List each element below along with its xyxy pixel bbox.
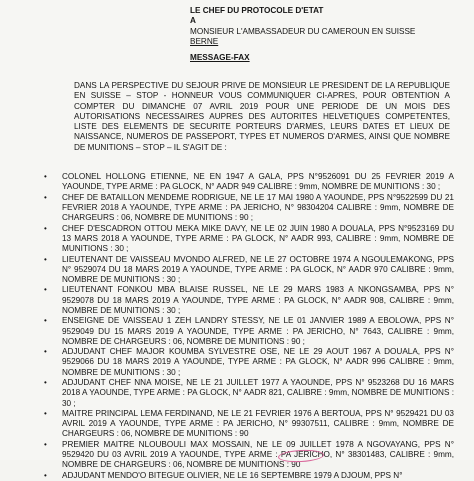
item-text: COLONEL HOLLONG ETIENNE, NE EN 1947 A GALA, PPS N°9526091 DU 25 FEVRIER 2019 A YAOUNDE, TYPE ARME : PA GLOCK, N° AADR 949 CALIBRE : 9mm, NOMBRE DE MUNITIONS : 30 ; bbox=[62, 172, 454, 192]
document-title: MESSAGE-FAX bbox=[190, 53, 250, 63]
list-item bbox=[34, 316, 454, 347]
bullet-icon: • bbox=[44, 470, 47, 480]
bullet-icon: • bbox=[44, 285, 47, 295]
list-item bbox=[34, 347, 454, 378]
list-item bbox=[34, 255, 454, 286]
list-item bbox=[34, 471, 454, 481]
list-item bbox=[34, 378, 454, 409]
bullet-icon: • bbox=[44, 192, 47, 202]
intro-text: DANS LA PERSPECTIVE DU SEJOUR PRIVE DE MONSIEUR LE PRESIDENT DE LA REPUBLIQUE EN SUISSE – STOP - HONNEUR VOUS COMMUNIQUER CI-APRES, POUR OBTENTION A COMPTER DU DIMANCHE 07 AVRIL 2019 POUR UNE PERIODE DE UN MOIS DES AUTORISATIONS NECESSAIRES AUPRES DES AUTORITES HELVETIQUES COMPETENTES, LISTE DES ELEMENTS DE SECURITE PORTEURS D'ARMES, LEURS DATES ET LIEUX DE NAISSANCE, NUMEROS DE PASSEPORT, TYPES ET NUMEROS D'ARMES, AINSI QUE NOMBRE DE MUNITIONS – STOP – IL S'AGIT DE : bbox=[74, 81, 450, 152]
recipient-city: BERNE bbox=[190, 36, 219, 46]
bullet-icon: • bbox=[44, 316, 47, 326]
recipient-line: MONSIEUR L'AMBASSADEUR DU CAMEROUN EN SUISSE bbox=[190, 26, 416, 36]
item-text: ADJUDANT CHEF MAJOR KOUMBA SYLVESTRE OSE, NE LE 29 AOUT 1967 A DOUALA, PPS N° 9529066 DU 18 MARS 2019 A YAOUNDE, TYPE ARME : PA GLOCK, N° AADR 996 CALIBRE : 9mm, NOMBRE DE MUNITIONS : 30 ; bbox=[62, 347, 454, 377]
bullet-icon: • bbox=[44, 439, 47, 449]
item-text: LIEUTENANT DE VAISSEAU MVONDO ALFRED, NE LE 27 OCTOBRE 1974 A NGOULEMAKONG, PPS N° 9529074 DU 18 MARS 2019 A YAOUNDE, TYPE ARME : PA GLOCK, N° AADR 970 CALIBRE : 9mm, NOMBRE DE MUNITIONS : 30 ; bbox=[62, 254, 454, 284]
item-text: LIEUTENANT FONKOU MBA BLAISE RUSSEL, NE LE 29 MARS 1983 A NKONGSAMBA, PPS N° 9529078 DU 18 MARS 2019 A YAOUNDE, TYPE ARME : PA GLOCK, N° AADR 908, CALIBRE : 9mm, NOMBRE DE MUNITIONS : 30 ; bbox=[62, 285, 454, 315]
item-text: ADJUDANT MENDO'O BITEGUE OLIVIER, NE LE 16 SEPTEMBRE 1979 A DJOUM, PPS N° bbox=[62, 470, 403, 480]
list-item bbox=[34, 224, 454, 255]
bullet-icon: • bbox=[44, 223, 47, 233]
bullet-icon: • bbox=[44, 409, 47, 419]
bullet-icon: • bbox=[44, 347, 47, 357]
sender-line: LE CHEF DU PROTOCOLE D'ETAT bbox=[190, 6, 324, 15]
to-marker: A bbox=[190, 16, 196, 26]
list-item bbox=[34, 193, 454, 224]
personnel-list bbox=[34, 172, 454, 481]
item-text: CHEF DE BATAILLON MENDEME RODRIGUE, NE LE 17 MAI 1980 A YAOUNDE, PPS N°9522599 DU 21 FEVRIER 2018 A YAOUNDE, TYPE ARME : PA JERICHO, N° 98304204 CALIBRE : 9mm, NOMBRE DE CHARGEURS : 06, NOMBRE DE MUNITIONS : 90 ; bbox=[62, 192, 454, 223]
item-text: MAITRE PRINCIPAL LEMA FERDINAND, NE LE 21 FEVRIER 1976 A BERTOUA, PPS N° 9529421 DU 03 AVRIL 2019 A YAOUNDE, TYPE ARME : PA JERICHO, N° 99307511, CALIBRE : 9mm, NOMBRE DE CHARGEURS : 06, NOMBRE DE MUNITIONS : 90 bbox=[62, 409, 454, 439]
list-item bbox=[34, 285, 454, 316]
item-text: ADJUDANT CHEF NNA MOISE, NE LE 21 JUILLET 1977 A YAOUNDE, PPS N° 9523268 DU 16 MARS 2018 A YAOUNDE, TYPE ARME : PA GLOCK, N° AADR 821, CALIBRE : 9mm, NOMBRE DE MUNITIONS : 30 ; bbox=[62, 378, 454, 408]
bullet-icon: • bbox=[44, 172, 47, 181]
bullet-icon: • bbox=[44, 378, 47, 388]
item-text: PREMIER MAITRE NLOUBOULI MAX MOSSAIN, NE LE 09 JUILLET 1978 A NGOVAYANG, PPS N° 9529420 DU 03 AVRIL 2019 A YAOUNDE, TYPE ARME : PA JERICHO, N° 38301483, CALIBRE : 9mm, NOMBRE DE CHARGEURS : 06, NOMBRE DE MUNITIONS : 90 bbox=[62, 439, 454, 470]
bullet-icon: • bbox=[44, 254, 47, 264]
item-text: CHEF D'ESCADRON OTTOU MEKA MIKE DAVY, NE LE 02 JUIN 1980 A DOUALA, PPS N°9523169 DU 13 MARS 2018 A YAOUNDE, TYPE ARME : PA GLOCK, N° AADR 993, CALIBRE : 9mm, NOMBRE DE MUNITIONS : 30 ; bbox=[62, 223, 454, 254]
item-text: ENSEIGNE DE VAISSEAU 1 ZEH LANDRY STESSY, NE LE 01 JANVIER 1989 A EBOLOWA, PPS N° 9529049 DU 15 MARS 2019 A YAOUNDE, TYPE ARME : PA JERICHO, N° 7643, CALIBRE : 9mm, NOMBRE DE CHARGEURS : 06, NOMBRE DE MUNITIONS : 90 ; bbox=[62, 316, 454, 346]
list-item bbox=[34, 409, 454, 440]
letter-header bbox=[190, 6, 460, 63]
list-item bbox=[34, 172, 454, 192]
intro-paragraph bbox=[40, 81, 450, 153]
list-item bbox=[34, 440, 454, 471]
